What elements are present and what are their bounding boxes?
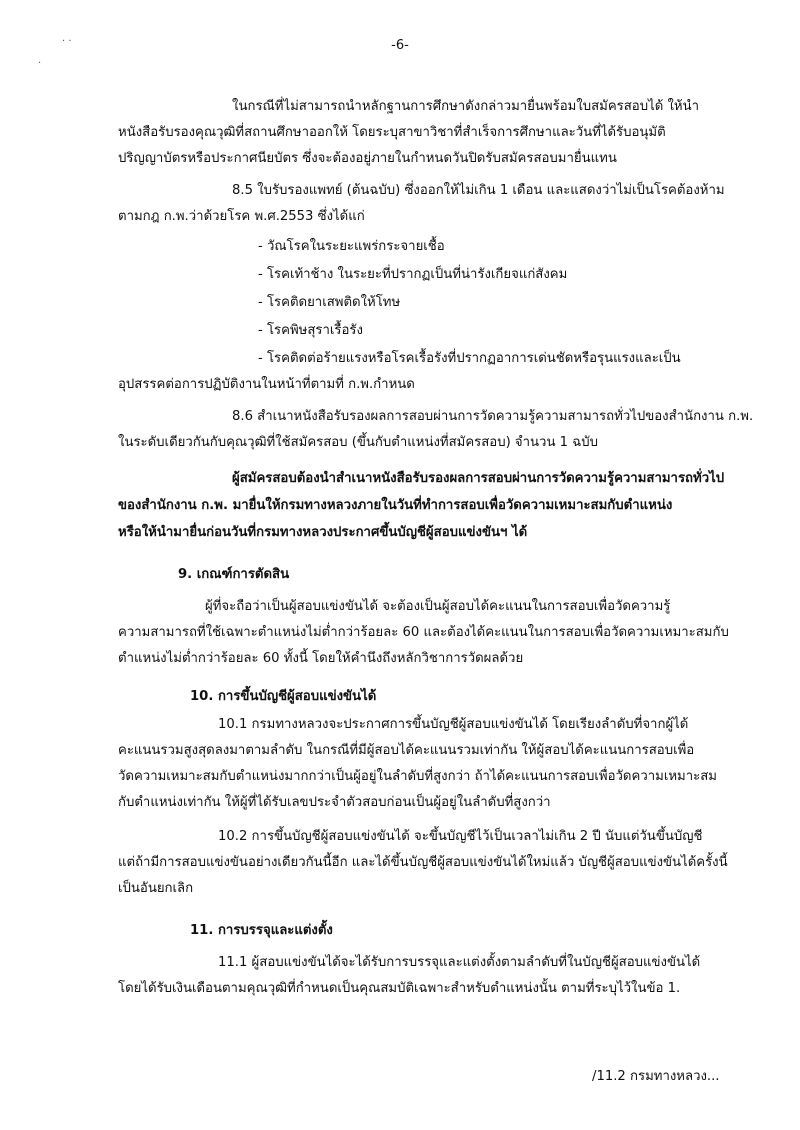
section-10-1-line: คะแนนรวมสูงสุดลงมาตามลำดับ ในกรณีที่มีผู้สอบได้คะแนนรวมเท่ากัน ให้ผู้สอบได้คะแนนการสอบเพื่อ: [118, 743, 695, 758]
section-11-1-line: 11.1 ผู้สอบแข่งขันได้จะได้รับการบรรจุและแต่งตั้งตามลำดับที่ในบัญชีผู้สอบแข่งขันได้: [218, 955, 701, 970]
scan-speck: · ·: [62, 36, 72, 47]
continuation-text: /11.2 กรมทางหลวง...: [592, 1069, 720, 1084]
section-9-line: ความสามารถที่ใช้เฉพาะตำแหน่งไม่ต่ำกว่าร้อยละ 60 และต้องได้คะแนนในการสอบเพื่อวัดความเหมาะสมกับ: [118, 625, 729, 640]
section-11-title: 11. การบรรจุและแต่งตั้ง: [190, 923, 333, 938]
section-9-title: 9. เกณฑ์การตัดสิน: [178, 567, 290, 582]
intro-line: ปริญญาบัตรหรือประกาศนียบัตร ซึ่งจะต้องอยู่ภายในกำหนดวันปิดรับสมัครสอบมายื่นแทน: [118, 151, 617, 166]
section-10-2-line: เป็นอันยกเลิก: [118, 881, 194, 896]
item-8-6-line: 8.6 สำเนาหนังสือรับรองผลการสอบผ่านการวัดความรู้ความสามารถทั่วไปของสำนักงาน ก.พ.: [232, 409, 754, 424]
section-10-title: 10. การขึ้นบัญชีผู้สอบแข่งขันได้: [190, 689, 377, 704]
section-10-1-line: วัดความเหมาะสมกับตำแหน่งมากกว่าเป็นผู้อยู่ในลำดับที่สูงกว่า ถ้าได้คะแนนการสอบเพื่อวัดความเหมาะสม: [118, 769, 717, 784]
notice-line: ผู้สมัครสอบต้องนำสำเนาหนังสือรับรองผลการสอบผ่านการวัดความรู้ความสามารถทั่วไป: [232, 471, 725, 486]
disease-continuation: อุปสรรคต่อการปฏิบัติงานในหน้าที่ตามที่ ก.พ.กำหนด: [118, 377, 415, 392]
section-11-1-line: โดยได้รับเงินเดือนตามคุณวุฒิที่กำหนดเป็นคุณสมบัติเฉพาะสำหรับตำแหน่งนั้น ตามที่ระบุไว้ในข้อ 1.: [118, 981, 681, 996]
item-8-5-line: ตามกฎ ก.พ.ว่าด้วยโรค พ.ศ.2553 ซึ่งได้แก่: [118, 209, 365, 224]
section-9-line: ตำแหน่งไม่ต่ำกว่าร้อยละ 60 ทั้งนี้ โดยให้คำนึงถึงหลักวิชาการวัดผลด้วย: [118, 651, 524, 666]
section-10-2-line: แต่ถ้ามีการสอบแข่งขันอย่างเดียวกันนี้อีก และได้ขึ้นบัญชีผู้สอบแข่งขันได้ใหม่แล้ว บัญชีผู้สอบแข่งขันได้ครั้งนี้: [118, 855, 728, 870]
notice-line: หรือให้นำมายื่นก่อนวันที่กรมทางหลวงประกาศขึ้นบัญชีผู้สอบแข่งขันฯ ได้: [118, 525, 528, 540]
intro-line: ในกรณีที่ไม่สามารถนำหลักฐานการศึกษาดังกล่าวมายื่นพร้อมใบสมัครสอบได้ ให้นำ: [232, 99, 700, 114]
item-8-6-line: ในระดับเดียวกันกับคุณวุฒิที่ใช้สมัครสอบ (ขึ้นกับตำแหน่งที่สมัครสอบ) จำนวน 1 ฉบับ: [118, 435, 598, 450]
disease-item: - โรคติดต่อร้ายแรงหรือโรคเรื้อรังที่ปรากฏอาการเด่นชัดหรือรุนแรงและเป็น: [258, 351, 681, 366]
notice-line: ของสำนักงาน ก.พ. มายื่นให้กรมทางหลวงภายในวันที่ทำการสอบเพื่อวัดความเหมาะสมกับตำแหน่ง: [118, 498, 673, 513]
intro-line: หนังสือรับรองคุณวุฒิที่สถานศึกษาออกให้ โดยระบุสาขาวิชาที่สำเร็จการศึกษาและวันที่ได้รับอนุมัติ: [118, 125, 666, 140]
disease-item: - โรคเท้าช้าง ในระยะที่ปรากฏเป็นที่น่ารังเกียจแก่สังคม: [258, 267, 568, 282]
disease-item: - โรคติดยาเสพติดให้โทษ: [258, 295, 401, 310]
section-10-1-line: 10.1 กรมทางหลวงจะประกาศการขึ้นบัญชีผู้สอบแข่งขันได้ โดยเรียงลำดับที่จากผู้ได้: [218, 717, 689, 732]
disease-item: - โรคพิษสุราเรื้อรัง: [258, 323, 363, 338]
section-10-2-line: 10.2 การขึ้นบัญชีผู้สอบแข่งขันได้ จะขึ้นบัญชีไว้เป็นเวลาไม่เกิน 2 ปี นับแต่วันขึ้นบัญชี: [218, 829, 703, 844]
page-number: -6-: [391, 38, 409, 53]
section-9-line: ผู้ที่จะถือว่าเป็นผู้สอบแข่งขันได้ จะต้องเป็นผู้สอบได้คะแนนในการสอบเพื่อวัดความรู้: [205, 599, 671, 614]
section-10-1-line: กับตำแหน่งเท่ากัน ให้ผู้ที่ได้รับเลขประจำตัวสอบก่อนเป็นผู้อยู่ในลำดับที่สูงกว่า: [118, 795, 551, 810]
item-8-5-line: 8.5 ใบรับรองแพทย์ (ต้นฉบับ) ซึ่งออกให้ไม่เกิน 1 เดือน และแสดงว่าไม่เป็นโรคต้องห้าม: [232, 183, 725, 198]
disease-item: - วัณโรคในระยะแพร่กระจายเชื้อ: [258, 239, 445, 254]
scan-speck: ·: [38, 58, 42, 69]
